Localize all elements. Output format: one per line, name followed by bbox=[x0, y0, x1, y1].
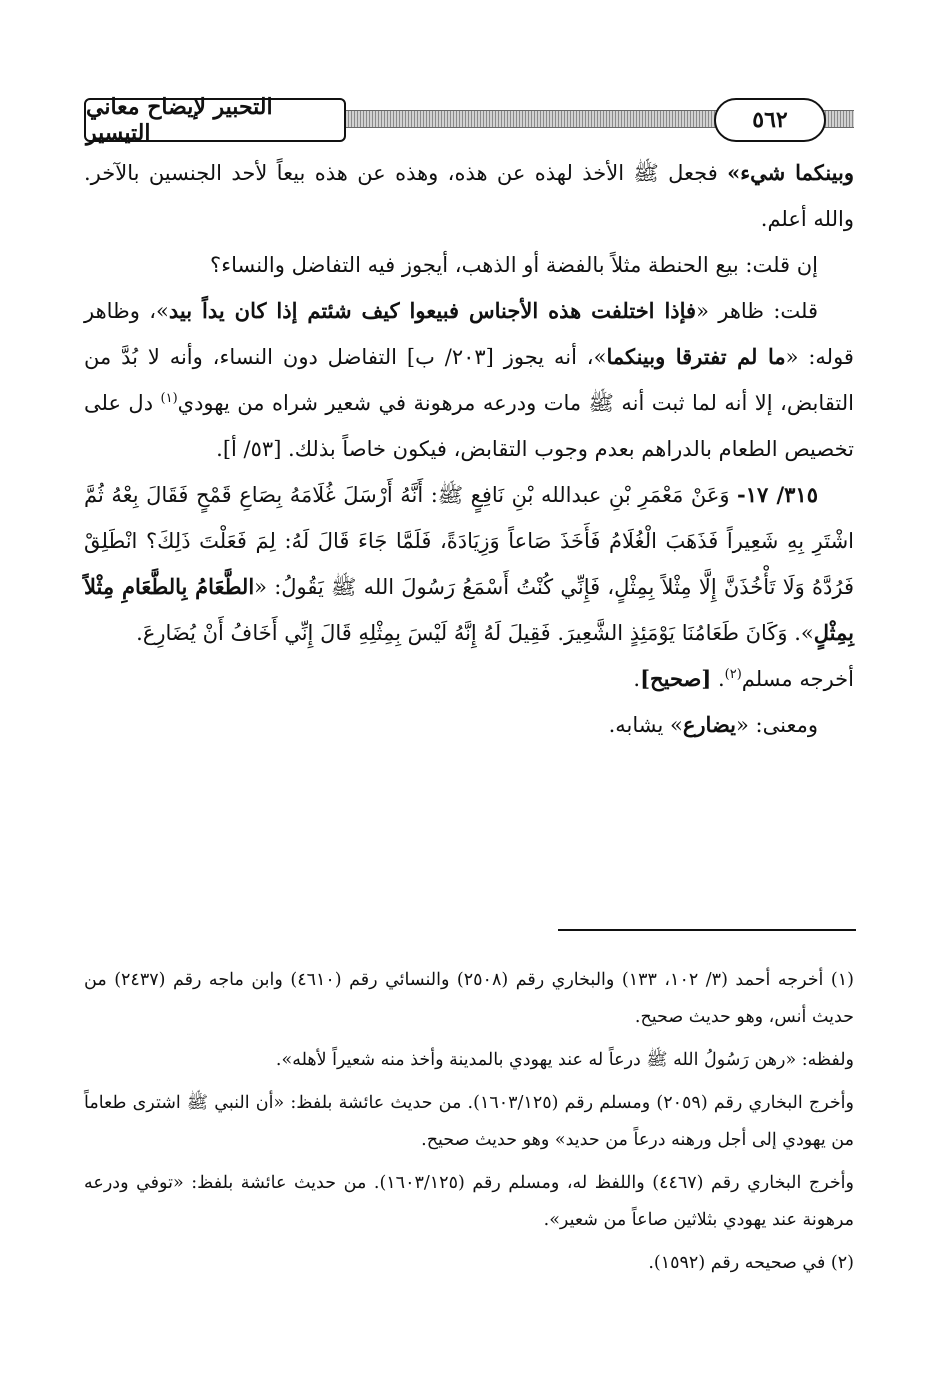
footnote-1-wording: ولفظه: «رهن رَسُولُ الله ﷺ درعاً له عند يهودي بالمدينة وأخذ منه شعيراً لأهله». bbox=[275, 1050, 854, 1070]
grade-label: [صحيح] bbox=[640, 666, 712, 691]
footnote-2: (٢) في صحيحه رقم (١٥٩٢). bbox=[648, 1253, 854, 1273]
footnote-ref[interactable]: (٢) bbox=[724, 667, 742, 682]
footnote-separator bbox=[558, 929, 856, 931]
footnote-1-bukhari-2: وأخرج البخاري رقم (٤٤٦٧) واللفظ له، ومسلم رقم (١٦٠٣/١٢٥). من حديث عائشة بلفظ: «توفي ودرعه مرهونة عند يهودي بثلاثين صاعاً من شعير». bbox=[84, 1173, 854, 1230]
bold-term: يضارع bbox=[682, 712, 737, 737]
page-header bbox=[84, 94, 854, 146]
paragraph-continuation: وبينكما شيء» فجعل ﷺ الأخذ لهذه عن هذه، وهذه عن هذه بيعاً لأحد الجنسين بالآخر. والله أعلم. bbox=[84, 160, 854, 231]
bold-quote: فإذا اختلفت هذه الأجناس فبيعوا كيف شئتم إذا كان يداً بيد bbox=[168, 298, 697, 323]
paragraph-source: أخرجه مسلم$^{(٢)}$. [صحيح]. bbox=[633, 666, 854, 691]
footnote-1-bukhari: وأخرج البخاري رقم (٢٠٥٩) ومسلم رقم (١٦٠٣/١٢٥). من حديث عائشة بلفظ: «أن النبي ﷺ اشترى طعاماً من يهودي إلى أجل ورهنه درعاً من حديد» وهو حديث صحيح. bbox=[84, 1093, 854, 1150]
paragraph-question: إن قلت: بيع الحنطة مثلاً بالفضة أو الذهب، أيجوز فيه التفاضل والنساء؟ bbox=[210, 253, 818, 277]
bold-quote: الطَّعَامُ بِالطَّعَامِ مِثْلاً بِمِثْلٍ bbox=[84, 574, 854, 645]
footnotes bbox=[84, 962, 854, 1288]
footnote-ref[interactable]: (١) bbox=[160, 391, 178, 406]
book-title: التحبير لإيضاح معاني التيسير bbox=[84, 98, 346, 142]
paragraph-meaning: ومعنى: «يضارع» يشابه. bbox=[608, 712, 818, 737]
hadith-number: ٣١٥/ ١٧- bbox=[737, 482, 818, 507]
main-text bbox=[84, 150, 854, 748]
footnote-1: (١) أخرجه أحمد (٣/ ١٠٢، ١٣٣) والبخاري رقم (٢٥٠٨) والنسائي رقم (٤٦١٠) وابن ماجه رقم (٢٤٣٧) من حديث أنس، وهو حديث صحيح. bbox=[84, 970, 854, 1027]
bold-quote: وبينكما شيء» bbox=[727, 160, 854, 185]
page-number: ٥٦٢ bbox=[714, 98, 826, 142]
paragraph-answer: قلت: ظاهر «فإذا اختلفت هذه الأجناس فبيعوا كيف شئتم إذا كان يداً بيد»، وظاهر قوله: «ما لم تفترقا وبينكما»، أنه يجوز [٢٠٣/ ب] التفاضل دون النساء، وأنه لا بُدَّ من التقابض، إلا أنه لما ثبت أنه ﷺ مات ودرعه مرهونة في شعير شراه من يهودي$^{(١)}$ دل على تخصيص الطعام بالدراهم بعدم وجوب التقابض، فيكون خاصاً بذلك. [٥٣/ أ]. bbox=[84, 298, 854, 461]
bold-quote: ما لم تفترقا وبينكما bbox=[606, 344, 786, 369]
hadith-text: ٣١٥/ ١٧- وَعَنْ مَعْمَرِ بْنِ عبدالله بْنِ نَافِعٍ ﷺ: أَنَّهُ أَرْسَلَ غُلَامَهُ بِصَاعِ قَمْحٍ فَقَالَ بِعْهُ ثُمَّ اشْتَرِ بِهِ شَعِيراً فَذَهَبَ الْغُلَامُ فَأَخَذَ صَاعاً وَزِيَادَةً، فَلَمَّا جَاءَ قَالَ لَهُ: لِمَ فَعَلْتَ ذَلِكَ؟ انْطَلِقْ فَرُدَّهُ وَلَا تَأْخُذَنَّ إِلَّا مِثْلاً بِمِثْلٍ، فَإِنِّي كُنْتُ أَسْمَعُ رَسُولَ الله ﷺ يَقُولُ: «الطَّعَامُ بِالطَّعَامِ مِثْلاً بِمِثْلٍ». وَكَانَ طَعَامُنَا يَوْمَئِذٍ الشَّعِيرَ. فَقِيلَ لَهُ إِنَّهُ لَيْسَ بِمِثْلِهِ قَالَ إِنِّي أَخَافُ أَنْ يُضَارِعَ. bbox=[84, 482, 854, 645]
